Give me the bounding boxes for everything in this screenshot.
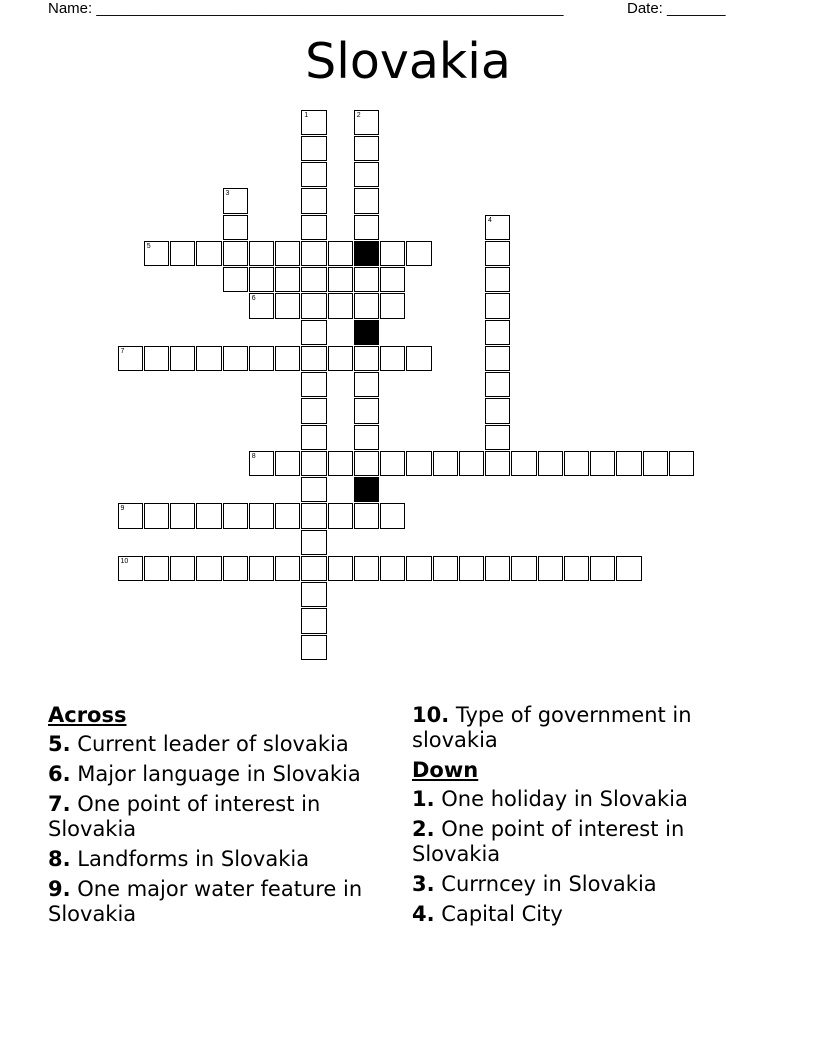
grid-cell[interactable] <box>275 267 300 292</box>
grid-cell[interactable] <box>380 293 405 318</box>
clue-across-7: 7. One point of interest in Slovakia <box>48 792 321 841</box>
grid-cell[interactable] <box>301 503 326 528</box>
clue-number-label: 5 <box>146 242 151 250</box>
grid-cell[interactable] <box>354 372 379 397</box>
grid-cell[interactable] <box>564 451 589 476</box>
clue-number-label: 4 <box>488 216 492 224</box>
clue-number-label: 10 <box>120 557 129 565</box>
down-heading: Down <box>412 758 479 782</box>
grid-cell[interactable] <box>118 556 143 581</box>
grid-cell[interactable] <box>380 556 405 581</box>
grid-cell[interactable] <box>669 451 694 476</box>
grid-cell[interactable] <box>301 346 326 371</box>
grid-cell[interactable] <box>511 451 536 476</box>
grid-cell[interactable] <box>459 556 484 581</box>
grid-cell[interactable] <box>223 267 248 292</box>
grid-cell[interactable] <box>406 346 431 371</box>
grid-cell[interactable] <box>223 215 248 240</box>
clue-down-2: 2. One point of interest in Slovakia <box>412 817 685 866</box>
grid-cell[interactable] <box>354 215 379 240</box>
grid-cell[interactable] <box>249 556 274 581</box>
grid-cell[interactable] <box>249 293 274 318</box>
grid-cell[interactable] <box>301 477 326 502</box>
grid-cell[interactable] <box>144 346 169 371</box>
grid-cell[interactable] <box>354 267 379 292</box>
grid-cell[interactable] <box>275 293 300 318</box>
grid-cell[interactable] <box>380 503 405 528</box>
clue-across-10: 10. Type of government in slovakia <box>412 703 692 752</box>
grid-cell[interactable] <box>223 346 248 371</box>
grid-cell[interactable] <box>301 267 326 292</box>
across-heading: Across <box>48 703 127 727</box>
grid-cell[interactable] <box>301 162 326 187</box>
clue-across-6: 6. Major language in Slovakia <box>48 762 361 786</box>
grid-cell[interactable] <box>301 398 326 423</box>
grid-cell[interactable] <box>275 346 300 371</box>
grid-cell[interactable] <box>301 608 326 633</box>
grid-cell[interactable] <box>485 425 510 450</box>
clue-across-8: 8. Landforms in Slovakia <box>48 847 310 871</box>
grid-cell[interactable] <box>170 556 195 581</box>
grid-cell[interactable] <box>196 241 221 266</box>
clue-number-label: 9 <box>120 505 125 513</box>
grid-cell[interactable] <box>275 241 300 266</box>
grid-cell[interactable] <box>301 293 326 318</box>
grid-cell[interactable] <box>328 346 353 371</box>
grid-cell[interactable] <box>643 451 668 476</box>
grid-cell[interactable] <box>354 162 379 187</box>
grid-block-cell <box>354 320 379 345</box>
grid-cell[interactable] <box>354 503 379 528</box>
grid-cell[interactable] <box>354 425 379 450</box>
clue-down-1: 1. One holiday in Slovakia <box>412 787 688 811</box>
grid-cell[interactable] <box>328 241 353 266</box>
grid-cell[interactable] <box>328 293 353 318</box>
grid-cell[interactable] <box>196 556 221 581</box>
puzzle-title: Slovakia <box>305 33 511 90</box>
grid-cell[interactable] <box>223 241 248 266</box>
grid-cell[interactable] <box>275 503 300 528</box>
grid-cell[interactable] <box>301 241 326 266</box>
grid-cell[interactable] <box>301 425 326 450</box>
clue-number-label: 8 <box>251 452 256 460</box>
grid-cell[interactable] <box>301 530 326 555</box>
grid-cell[interactable] <box>406 451 431 476</box>
grid-cell[interactable] <box>380 346 405 371</box>
grid-cell[interactable] <box>301 215 326 240</box>
clue-number-label: 6 <box>251 295 256 303</box>
grid-cell[interactable] <box>144 556 169 581</box>
grid-cell[interactable] <box>616 556 641 581</box>
grid-cell[interactable] <box>170 241 195 266</box>
grid-cell[interactable] <box>249 267 274 292</box>
grid-cell[interactable] <box>196 503 221 528</box>
grid-cell[interactable] <box>485 267 510 292</box>
grid-cell[interactable] <box>301 136 326 161</box>
grid-cell[interactable] <box>485 346 510 371</box>
grid-cell[interactable] <box>249 346 274 371</box>
grid-cell[interactable] <box>354 136 379 161</box>
grid-cell[interactable] <box>354 398 379 423</box>
grid-cell[interactable] <box>433 451 458 476</box>
clue-number-label: 1 <box>304 111 309 119</box>
clues-column-left <box>48 703 388 932</box>
grid-cell[interactable] <box>118 503 143 528</box>
grid-cell[interactable] <box>538 556 563 581</box>
grid-cell[interactable] <box>616 451 641 476</box>
clue-number-label: 7 <box>120 347 125 355</box>
clue-across-9: 9. One major water feature in Slovakia <box>48 877 363 926</box>
grid-cell[interactable] <box>249 241 274 266</box>
grid-cell[interactable] <box>328 556 353 581</box>
grid-cell[interactable] <box>301 582 326 607</box>
grid-cell[interactable] <box>354 188 379 213</box>
grid-cell[interactable] <box>511 556 536 581</box>
grid-cell[interactable] <box>223 503 248 528</box>
grid-cell[interactable] <box>354 110 379 135</box>
grid-cell[interactable] <box>590 556 615 581</box>
clues-column-right <box>412 703 752 932</box>
grid-cell[interactable] <box>354 451 379 476</box>
grid-cell[interactable] <box>223 556 248 581</box>
clue-down-4: 4. Capital City <box>412 902 563 926</box>
grid-cell[interactable] <box>406 556 431 581</box>
grid-cell[interactable] <box>328 503 353 528</box>
date-field-label: Date: _______ <box>627 0 726 17</box>
grid-cell[interactable] <box>485 215 510 240</box>
grid-cell[interactable] <box>301 320 326 345</box>
grid-cell[interactable] <box>433 556 458 581</box>
grid-cell[interactable] <box>380 267 405 292</box>
grid-cell[interactable] <box>170 346 195 371</box>
grid-cell[interactable] <box>118 346 143 371</box>
clue-down-3: 3. Currncey in Slovakia <box>412 872 657 896</box>
grid-cell[interactable] <box>485 556 510 581</box>
grid-cell[interactable] <box>354 293 379 318</box>
grid-cell[interactable] <box>354 346 379 371</box>
grid-cell[interactable] <box>275 556 300 581</box>
grid-cell[interactable] <box>170 503 195 528</box>
grid-block-cell <box>354 477 379 502</box>
grid-cell[interactable] <box>196 346 221 371</box>
clue-across-5: 5. Current leader of slovakia <box>48 732 349 756</box>
grid-cell[interactable] <box>144 241 169 266</box>
grid-cell[interactable] <box>275 451 300 476</box>
grid-cell[interactable] <box>354 556 379 581</box>
grid-cell[interactable] <box>301 188 326 213</box>
name-field-label: Name: ________________________________________________________ <box>48 0 564 17</box>
grid-cell[interactable] <box>590 451 615 476</box>
grid-cell[interactable] <box>301 372 326 397</box>
grid-cell[interactable] <box>485 398 510 423</box>
grid-cell[interactable] <box>459 451 484 476</box>
grid-cell[interactable] <box>485 372 510 397</box>
grid-cell[interactable] <box>485 451 510 476</box>
grid-cell[interactable] <box>301 451 326 476</box>
grid-cell[interactable] <box>223 188 248 213</box>
grid-cell[interactable] <box>406 241 431 266</box>
grid-cell[interactable] <box>485 320 510 345</box>
grid-cell[interactable] <box>485 241 510 266</box>
grid-cell[interactable] <box>249 451 274 476</box>
grid-cell[interactable] <box>328 451 353 476</box>
grid-cell[interactable] <box>249 503 274 528</box>
clue-number-label: 2 <box>356 111 361 119</box>
grid-cell[interactable] <box>380 451 405 476</box>
grid-cell[interactable] <box>301 556 326 581</box>
grid-cell[interactable] <box>538 451 563 476</box>
grid-cell[interactable] <box>301 110 326 135</box>
grid-cell[interactable] <box>144 503 169 528</box>
grid-cell[interactable] <box>380 241 405 266</box>
grid-cell[interactable] <box>485 293 510 318</box>
grid-cell[interactable] <box>301 635 326 660</box>
grid-cell[interactable] <box>564 556 589 581</box>
grid-cell[interactable] <box>328 267 353 292</box>
grid-block-cell <box>354 241 379 266</box>
clue-number-label: 3 <box>225 190 230 198</box>
